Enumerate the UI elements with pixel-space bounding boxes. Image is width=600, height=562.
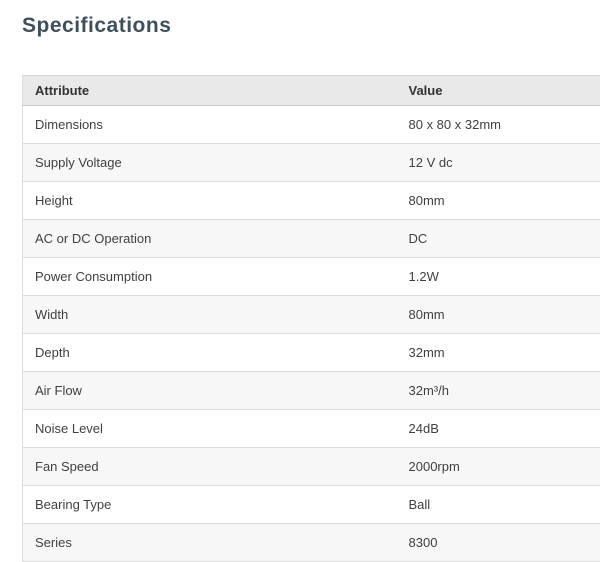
- value-column-header: Value: [397, 76, 600, 106]
- page-title: Specifications: [22, 14, 600, 38]
- table-row: [23, 448, 600, 486]
- attribute-cell: Bearing Type: [23, 486, 397, 524]
- specifications-table: [22, 75, 600, 562]
- attribute-cell: Noise Level: [23, 410, 397, 448]
- table-row: [23, 486, 600, 524]
- value-cell: 80mm: [397, 296, 600, 334]
- table-row: [23, 144, 600, 182]
- attribute-cell: Air Flow: [23, 372, 397, 410]
- table-row: [23, 372, 600, 410]
- specifications-table-container: [22, 75, 600, 562]
- value-cell: 80mm: [397, 182, 600, 220]
- table-row: [23, 524, 600, 562]
- value-cell: 1.2W: [397, 258, 600, 296]
- table-row: [23, 334, 600, 372]
- value-cell: 32mm: [397, 334, 600, 372]
- table-row: [23, 410, 600, 448]
- table-header-row: [23, 76, 600, 106]
- table-row: [23, 258, 600, 296]
- attribute-cell: Power Consumption: [23, 258, 397, 296]
- attribute-cell: Height: [23, 182, 397, 220]
- attribute-cell: Supply Voltage: [23, 144, 397, 182]
- value-cell: DC: [397, 220, 600, 258]
- value-cell: 12 V dc: [397, 144, 600, 182]
- attribute-column-header: Attribute: [23, 76, 397, 106]
- attribute-cell: Dimensions: [23, 106, 397, 144]
- table-row: [23, 296, 600, 334]
- attribute-cell: Fan Speed: [23, 448, 397, 486]
- table-row: [23, 106, 600, 144]
- table-row: [23, 182, 600, 220]
- value-cell: 32m³/h: [397, 372, 600, 410]
- attribute-cell: Series: [23, 524, 397, 562]
- attribute-cell: Depth: [23, 334, 397, 372]
- value-cell: 8300: [397, 524, 600, 562]
- attribute-cell: Width: [23, 296, 397, 334]
- value-cell: 80 x 80 x 32mm: [397, 106, 600, 144]
- value-cell: Ball: [397, 486, 600, 524]
- value-cell: 24dB: [397, 410, 600, 448]
- value-cell: 2000rpm: [397, 448, 600, 486]
- attribute-cell: AC or DC Operation: [23, 220, 397, 258]
- table-row: [23, 220, 600, 258]
